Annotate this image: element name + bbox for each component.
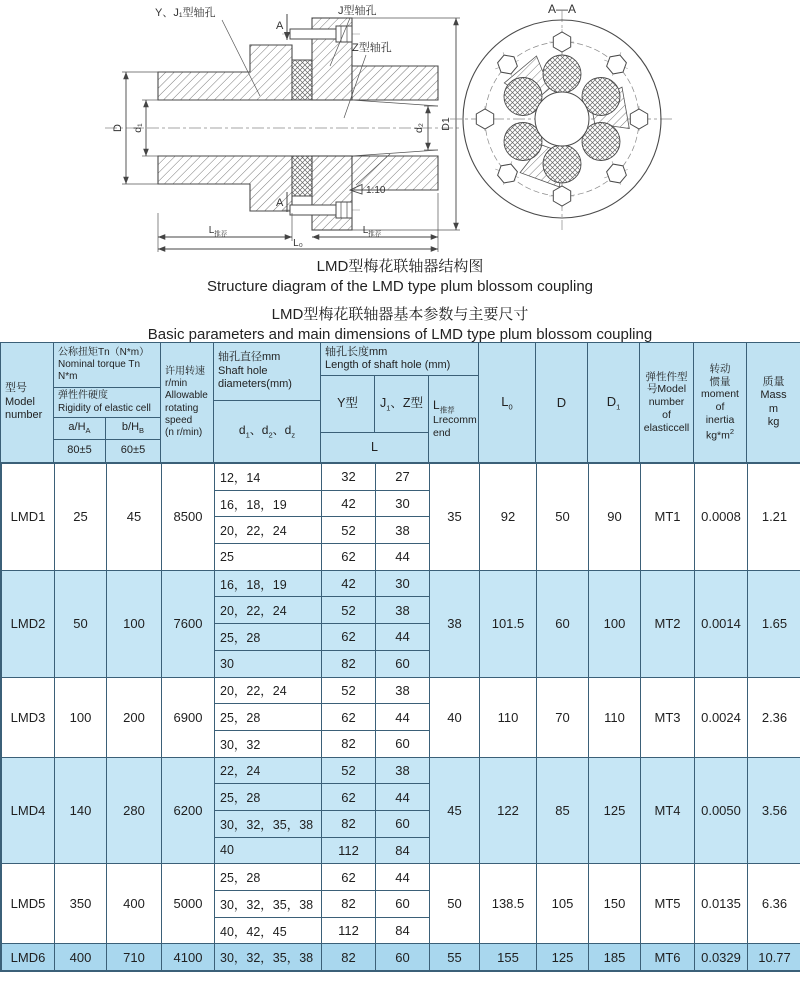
cell-d: 70 bbox=[537, 677, 589, 757]
header-nominal-torque: 公称扭矩Tn（N*m） Nominal torque Tn N*m bbox=[54, 343, 161, 388]
cell-d: 60 bbox=[537, 570, 589, 677]
cell-length-y: 112 bbox=[322, 917, 376, 944]
label-yj-hole: Y、J₁型轴孔 bbox=[155, 7, 216, 19]
cell-speed: 7600 bbox=[162, 570, 215, 677]
cell-model: LMD1 bbox=[2, 464, 55, 571]
dim-L-recommend-right: $L_{推荐}$ bbox=[362, 225, 382, 238]
cell-model: LMD5 bbox=[2, 864, 55, 944]
table-caption-en: Basic parameters and main dimensions of LMD type plum blossom coupling bbox=[147, 326, 653, 343]
cell-length-jz: 60 bbox=[376, 810, 430, 837]
header-allowable-speed: 许用转速 r/min Allowable rotating speed (n r/min) bbox=[161, 343, 214, 463]
cell-model: LMD2 bbox=[2, 570, 55, 677]
dim-D1: D1 bbox=[440, 117, 452, 131]
cell-elastic-model: MT3 bbox=[641, 677, 695, 757]
cell-diameters: 12，14 bbox=[215, 464, 322, 491]
cell-diameters: 30 bbox=[215, 650, 322, 677]
cell-d: 50 bbox=[537, 464, 589, 571]
cell-length-jz: 44 bbox=[376, 784, 430, 811]
cell-diameters: 30，32，35，38 bbox=[215, 944, 322, 971]
table-header bbox=[1, 343, 799, 463]
structure-diagram bbox=[0, 0, 800, 252]
cell-torque-a: 350 bbox=[55, 864, 107, 944]
cell-elastic-model: MT5 bbox=[641, 864, 695, 944]
structure-caption-en: Structure diagram of the LMD type plum blossom coupling bbox=[206, 278, 593, 295]
cell-elastic-model: MT6 bbox=[641, 944, 695, 971]
header-col-b: $b/H_B$ bbox=[106, 418, 161, 440]
table-row bbox=[2, 677, 800, 704]
cell-d: 105 bbox=[537, 864, 589, 944]
cell-diameters: 20，22，24 bbox=[215, 677, 322, 704]
cell-diameters: 16，18，19 bbox=[215, 570, 322, 597]
label-taper: 1:10 bbox=[366, 185, 386, 196]
table-row bbox=[2, 464, 800, 491]
cell-speed: 6200 bbox=[162, 757, 215, 864]
cell-l-recommend: 35 bbox=[430, 464, 480, 571]
header-l0: $L_0$ bbox=[479, 343, 536, 463]
cell-d1: 185 bbox=[589, 944, 641, 971]
header-a-value: 80±5 bbox=[54, 440, 106, 463]
cell-diameters: 25，28 bbox=[215, 784, 322, 811]
cell-model: LMD4 bbox=[2, 757, 55, 864]
cell-torque-a: 25 bbox=[55, 464, 107, 571]
cell-inertia: 0.0329 bbox=[695, 944, 748, 971]
header-shaft-hole-length: 轴孔长度mm Length of shaft hole (mm) bbox=[321, 343, 479, 376]
header-j-z-type: $J_1$、Z型 bbox=[375, 376, 429, 433]
cell-model: LMD6 bbox=[2, 944, 55, 971]
cell-length-y: 62 bbox=[322, 864, 376, 891]
cell-mass: 6.36 bbox=[748, 864, 800, 944]
structure-caption bbox=[0, 257, 800, 297]
cell-l0: 122 bbox=[480, 757, 537, 864]
cell-d1: 150 bbox=[589, 864, 641, 944]
cell-length-jz: 38 bbox=[376, 677, 430, 704]
dim-D: D bbox=[112, 124, 124, 132]
cell-l0: 138.5 bbox=[480, 864, 537, 944]
header-l-recommend: $L_{推荐}$ Lrecomm end bbox=[429, 376, 479, 463]
cell-length-jz: 27 bbox=[376, 464, 430, 491]
cell-mass: 1.21 bbox=[748, 464, 800, 571]
cell-inertia: 0.0008 bbox=[695, 464, 748, 571]
cell-diameters: 40，42，45 bbox=[215, 917, 322, 944]
cell-inertia: 0.0050 bbox=[695, 757, 748, 864]
header-d1: $D_1$ bbox=[588, 343, 640, 463]
cell-torque-a: 140 bbox=[55, 757, 107, 864]
cell-l-recommend: 55 bbox=[430, 944, 480, 971]
cross-section-view bbox=[105, 3, 462, 252]
table-row bbox=[2, 570, 800, 597]
header-model-number: 型号 Model number bbox=[1, 343, 54, 463]
cell-speed: 4100 bbox=[162, 944, 215, 971]
cell-diameters: 30，32，35，38 bbox=[215, 891, 322, 918]
cell-length-y: 112 bbox=[322, 837, 376, 864]
cell-d1: 100 bbox=[589, 570, 641, 677]
table-row bbox=[2, 944, 800, 971]
cell-torque-b: 400 bbox=[107, 864, 162, 944]
cell-length-y: 52 bbox=[322, 517, 376, 544]
section-marker-a-bottom: A bbox=[276, 197, 284, 209]
parameters-table bbox=[0, 342, 800, 972]
cell-length-jz: 60 bbox=[376, 730, 430, 757]
cell-mass: 3.56 bbox=[748, 757, 800, 864]
label-z-hole: Z型轴孔 bbox=[352, 42, 392, 54]
table-row bbox=[2, 757, 800, 784]
cell-length-jz: 44 bbox=[376, 624, 430, 651]
cell-diameters: 25，28 bbox=[215, 704, 322, 731]
cell-length-jz: 38 bbox=[376, 757, 430, 784]
dim-d1: d₁ bbox=[132, 123, 144, 133]
dim-d2: d₂ bbox=[413, 123, 425, 133]
cell-diameters: 25，28 bbox=[215, 624, 322, 651]
cell-diameters: 25，28 bbox=[215, 864, 322, 891]
cell-d: 125 bbox=[537, 944, 589, 971]
label-j-hole: J型轴孔 bbox=[338, 5, 377, 17]
header-y-type: Y型 bbox=[321, 376, 375, 433]
cell-elastic-model: MT2 bbox=[641, 570, 695, 677]
cell-d1: 110 bbox=[589, 677, 641, 757]
header-rigidity: 弹性件硬度 Rigidity of elastic cell bbox=[54, 388, 161, 418]
cell-d1: 125 bbox=[589, 757, 641, 864]
table-row bbox=[2, 864, 800, 891]
cell-length-y: 82 bbox=[322, 891, 376, 918]
cell-diameters: 30，32，35，38 bbox=[215, 810, 322, 837]
cell-l-recommend: 38 bbox=[430, 570, 480, 677]
cell-inertia: 0.0024 bbox=[695, 677, 748, 757]
cell-speed: 5000 bbox=[162, 864, 215, 944]
cell-length-jz: 30 bbox=[376, 570, 430, 597]
cell-mass: 1.65 bbox=[748, 570, 800, 677]
cell-length-jz: 84 bbox=[376, 917, 430, 944]
cell-inertia: 0.0014 bbox=[695, 570, 748, 677]
cell-diameters: 22，24 bbox=[215, 757, 322, 784]
section-marker-a-top: A bbox=[276, 20, 284, 32]
cell-diameters: 20，22，24 bbox=[215, 597, 322, 624]
cell-torque-b: 45 bbox=[107, 464, 162, 571]
cell-speed: 8500 bbox=[162, 464, 215, 571]
header-elastic-cell-model: 弹性件型 号Model number of elasticcell bbox=[640, 343, 694, 463]
cell-diameters: 30，32 bbox=[215, 730, 322, 757]
table-caption-zh: LMD型梅花联轴器基本参数与主要尺寸 bbox=[271, 306, 529, 323]
cell-length-y: 82 bbox=[322, 944, 376, 971]
cell-length-y: 42 bbox=[322, 570, 376, 597]
cell-length-y: 62 bbox=[322, 624, 376, 651]
cell-length-jz: 30 bbox=[376, 490, 430, 517]
cell-length-y: 52 bbox=[322, 677, 376, 704]
label-section-aa: A—A bbox=[547, 2, 577, 16]
cell-length-y: 82 bbox=[322, 650, 376, 677]
dim-L-recommend-left: $L_{推荐}$ bbox=[208, 225, 228, 238]
cell-l-recommend: 50 bbox=[430, 864, 480, 944]
cell-l-recommend: 40 bbox=[430, 677, 480, 757]
cell-length-y: 62 bbox=[322, 544, 376, 571]
header-moment-of-inertia: 转动 惯量 moment of inertia $kg*m^2$ bbox=[694, 343, 747, 463]
cell-diameters: 20，22，24 bbox=[215, 517, 322, 544]
cell-length-y: 62 bbox=[322, 704, 376, 731]
cell-length-jz: 84 bbox=[376, 837, 430, 864]
cell-inertia: 0.0135 bbox=[695, 864, 748, 944]
structure-caption-zh: LMD型梅花联轴器结构图 bbox=[316, 258, 484, 275]
cell-mass: 10.77 bbox=[748, 944, 800, 971]
cell-elastic-model: MT1 bbox=[641, 464, 695, 571]
cell-torque-b: 200 bbox=[107, 677, 162, 757]
cell-torque-a: 100 bbox=[55, 677, 107, 757]
cell-l0: 110 bbox=[480, 677, 537, 757]
cell-length-y: 32 bbox=[322, 464, 376, 491]
cell-length-y: 82 bbox=[322, 730, 376, 757]
cell-length-jz: 44 bbox=[376, 704, 430, 731]
cell-torque-a: 400 bbox=[55, 944, 107, 971]
cell-l0: 155 bbox=[480, 944, 537, 971]
cell-torque-b: 280 bbox=[107, 757, 162, 864]
cell-length-y: 62 bbox=[322, 784, 376, 811]
header-shaft-hole-diameters: 轴孔直径mm Shaft hole diameters(mm) bbox=[214, 343, 321, 401]
cell-length-jz: 60 bbox=[376, 944, 430, 971]
cell-torque-b: 710 bbox=[107, 944, 162, 971]
cell-length-y: 52 bbox=[322, 597, 376, 624]
cell-torque-b: 100 bbox=[107, 570, 162, 677]
cell-diameters: 40 bbox=[215, 837, 322, 864]
header-l: L bbox=[321, 433, 429, 463]
cell-diameters: 16，18，19 bbox=[215, 490, 322, 517]
section-aa-view bbox=[450, 2, 674, 230]
header-col-a: $a/H_A$ bbox=[54, 418, 106, 440]
cell-length-jz: 38 bbox=[376, 597, 430, 624]
parameters-table-body bbox=[1, 463, 800, 971]
cell-length-y: 52 bbox=[322, 757, 376, 784]
table-caption bbox=[0, 305, 800, 345]
cell-diameters: 25 bbox=[215, 544, 322, 571]
cell-length-y: 42 bbox=[322, 490, 376, 517]
cell-speed: 6900 bbox=[162, 677, 215, 757]
cell-length-jz: 44 bbox=[376, 544, 430, 571]
cell-d1: 90 bbox=[589, 464, 641, 571]
header-d1-d2-dz: $d_1$、$d_2$、$d_z$ bbox=[214, 401, 321, 463]
cell-length-y: 82 bbox=[322, 810, 376, 837]
header-d: D bbox=[536, 343, 588, 463]
cell-length-jz: 60 bbox=[376, 891, 430, 918]
cell-d: 85 bbox=[537, 757, 589, 864]
dim-L0: L₀ bbox=[293, 238, 303, 249]
header-b-value: 60±5 bbox=[106, 440, 161, 463]
cell-l0: 101.5 bbox=[480, 570, 537, 677]
cell-length-jz: 44 bbox=[376, 864, 430, 891]
cell-length-jz: 60 bbox=[376, 650, 430, 677]
header-mass: 质量 Mass m kg bbox=[747, 343, 800, 463]
cell-length-jz: 38 bbox=[376, 517, 430, 544]
cell-l0: 92 bbox=[480, 464, 537, 571]
cell-elastic-model: MT4 bbox=[641, 757, 695, 864]
cell-l-recommend: 45 bbox=[430, 757, 480, 864]
cell-model: LMD3 bbox=[2, 677, 55, 757]
cell-mass: 2.36 bbox=[748, 677, 800, 757]
cell-torque-a: 50 bbox=[55, 570, 107, 677]
